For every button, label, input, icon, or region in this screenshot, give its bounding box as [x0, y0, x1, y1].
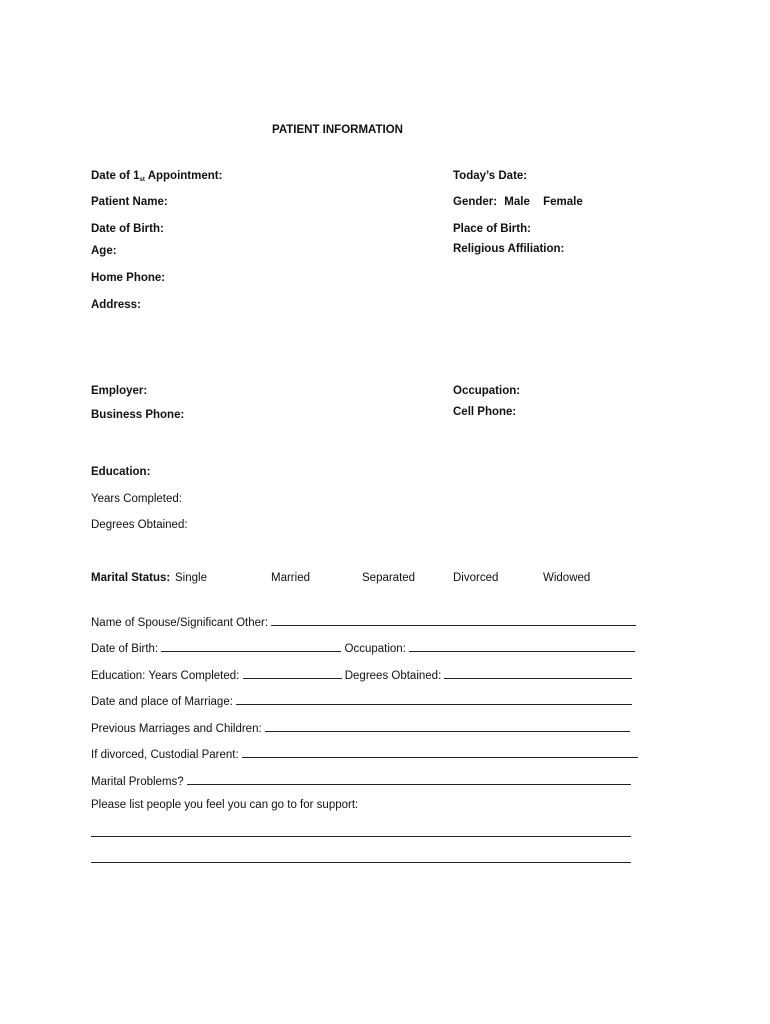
- first-appointment-suffix: Appointment:: [144, 170, 223, 182]
- spouse-edu-years-label: Education: Years Completed:: [91, 670, 240, 682]
- marital-option-married[interactable]: Married: [271, 572, 310, 584]
- employer-label: Employer:: [91, 385, 148, 397]
- custodial-row: [91, 747, 638, 762]
- spouse-dob-label: Date of Birth:: [91, 643, 159, 655]
- spouse-occupation-line[interactable]: [409, 641, 635, 652]
- support-label: Please list people you feel you can go to for support:: [91, 799, 359, 811]
- education-heading: Education:: [91, 466, 151, 478]
- marital-problems-label: Marital Problems?: [91, 776, 184, 788]
- gender-label: Gender:: [453, 196, 498, 208]
- marital-problems-line[interactable]: [187, 774, 631, 785]
- gender-option-female[interactable]: Female: [543, 196, 583, 208]
- marital-option-single[interactable]: Single: [175, 572, 207, 584]
- years-completed-label: Years Completed:: [91, 493, 182, 505]
- marital-option-divorced[interactable]: Divorced: [453, 572, 499, 584]
- previous-marriages-label: Previous Marriages and Children:: [91, 723, 262, 735]
- previous-marriages-line[interactable]: [265, 721, 630, 732]
- home-phone-label: Home Phone:: [91, 272, 166, 284]
- gender-field: [453, 197, 583, 209]
- religious-affiliation-label: Religious Affiliation:: [453, 243, 565, 255]
- first-appointment-label: [91, 171, 222, 183]
- gender-option-male[interactable]: Male: [504, 196, 530, 208]
- spouse-degrees-line[interactable]: [444, 668, 632, 679]
- spouse-degrees-label: Degrees Obtained:: [344, 670, 442, 682]
- business-phone-label: Business Phone:: [91, 409, 185, 421]
- first-appointment-ordinal: st: [139, 177, 145, 183]
- page-title: PATIENT INFORMATION: [272, 124, 403, 136]
- support-line-2[interactable]: [91, 852, 631, 863]
- cell-phone-label: Cell Phone:: [453, 406, 517, 418]
- marital-option-widowed[interactable]: Widowed: [543, 572, 591, 584]
- marriage-line[interactable]: [236, 694, 632, 705]
- spouse-occupation-label: Occupation:: [344, 643, 406, 655]
- patient-name-label: Patient Name:: [91, 196, 168, 208]
- spouse-dob-line[interactable]: [161, 641, 341, 652]
- address-label: Address:: [91, 299, 141, 311]
- marital-option-separated[interactable]: Separated: [362, 572, 416, 584]
- spouse-name-row: [91, 615, 636, 630]
- spouse-name-line[interactable]: [271, 615, 636, 626]
- marriage-label: Date and place of Marriage:: [91, 696, 233, 708]
- marital-status-label: Marital Status:: [91, 572, 171, 584]
- age-label: Age:: [91, 245, 117, 257]
- spouse-dob-row: [91, 641, 635, 656]
- degrees-obtained-label: Degrees Obtained:: [91, 519, 188, 531]
- support-line-1[interactable]: [91, 826, 631, 837]
- marriage-row: [91, 694, 632, 709]
- spouse-edu-years-line[interactable]: [243, 668, 342, 679]
- custodial-line[interactable]: [242, 747, 638, 758]
- spouse-name-label: Name of Spouse/Significant Other:: [91, 617, 269, 629]
- previous-marriages-row: [91, 721, 630, 736]
- todays-date-label: Today’s Date:: [453, 170, 528, 182]
- marital-problems-row: [91, 774, 631, 789]
- occupation-label: Occupation:: [453, 385, 521, 397]
- custodial-label: If divorced, Custodial Parent:: [91, 749, 239, 761]
- first-appointment-prefix: Date of 1: [91, 170, 140, 182]
- place-of-birth-label: Place of Birth:: [453, 223, 531, 235]
- spouse-education-row: [91, 668, 632, 683]
- date-of-birth-label: Date of Birth:: [91, 223, 164, 235]
